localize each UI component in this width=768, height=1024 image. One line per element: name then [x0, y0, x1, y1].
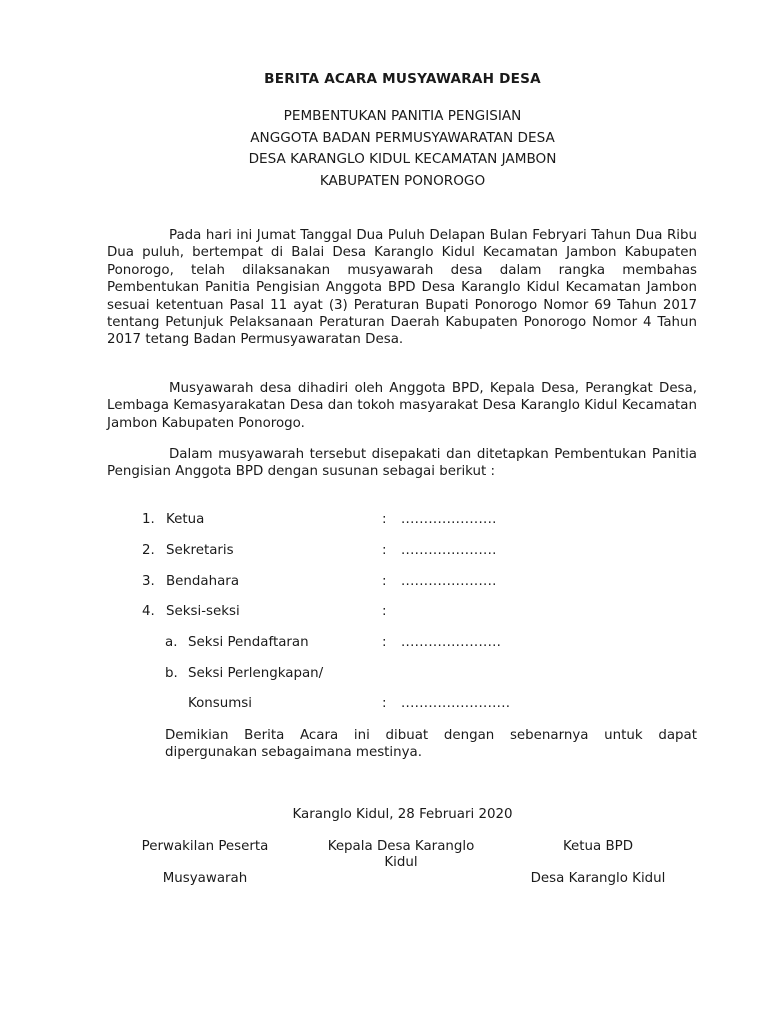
- signature-block-bpd-chair: [508, 839, 688, 886]
- document-title: BERITA ACARA MUSYAWARAH DESA: [264, 71, 541, 87]
- list-colon: :: [382, 604, 387, 619]
- signature-subtitle: Musyawarah: [162, 870, 248, 886]
- subtitle-line: PEMBENTUKAN PANITIA PENGISIAN: [283, 108, 522, 124]
- list-label: Bendahara: [166, 574, 240, 589]
- signature-title: Ketua BPD: [562, 839, 634, 854]
- list-number: 2.: [142, 543, 155, 558]
- paragraph-closing: Demikian Berita Acara ini dibuat dengan sebenarnya untuk dapat dipergunakan sebagaimana mestinya.: [165, 728, 697, 761]
- list-colon: :: [382, 696, 387, 711]
- list-subitem: [0, 665, 768, 683]
- list-item: [0, 542, 768, 560]
- subtitle-line: KABUPATEN PONOROGO: [319, 172, 486, 189]
- list-number: 1.: [142, 512, 155, 527]
- list-value: .....................: [401, 543, 497, 558]
- list-item: [0, 603, 768, 621]
- list-value: ......................: [401, 635, 502, 650]
- list-label: Ketua: [166, 512, 205, 527]
- list-item: [0, 573, 768, 591]
- document-subtitle: [0, 106, 768, 192]
- list-subitem: [0, 695, 768, 713]
- list-number: 3.: [142, 574, 155, 589]
- paragraph-text: Pada hari ini Jumat Tanggal Dua Puluh Delapan Bulan Febryari Tahun Dua Ribu Dua puluh, bertempat di Balai Desa Karanglo Kidul Kecamatan Jambon Kabupaten Ponorogo, telah dilaksanakan musyawarah desa dalam rangka membahas Pembentukan Panitia Pengisian Anggota BPD Desa Karanglo Kidul Kecamatan Jambon sesuai ketentuan Pasal 11 ayat (3) Peraturan Bupati Ponorogo Nomor 69 Tahun 2017 tentang Petunjuk Pelaksanaan Peraturan Daerah Kabupaten Ponorogo Nomor 4 Tahun 2017 tetang Badan Permusyawaratan Desa.: [107, 228, 697, 348]
- list-subitem: [0, 634, 768, 652]
- list-number: 4.: [142, 604, 155, 619]
- list-item: [0, 511, 768, 529]
- paragraph-agreement: [107, 446, 697, 481]
- list-colon: :: [382, 512, 387, 527]
- signature-title: Kepala Desa Karanglo: [327, 839, 475, 854]
- subtitle-line: ANGGOTA BADAN PERMUSYAWARATAN DESA: [250, 129, 555, 146]
- signature-subtitle: Desa Karanglo Kidul: [530, 870, 666, 886]
- subitem-label: Konsumsi: [188, 696, 252, 711]
- list-colon: :: [382, 635, 387, 650]
- subtitle-line: DESA KARANGLO KIDUL KECAMATAN JAMBON: [248, 151, 557, 167]
- subitem-letter: b.: [165, 666, 178, 681]
- paragraph-text: Musyawarah desa dihadiri oleh Anggota BPD, Kepala Desa, Perangkat Desa, Lembaga Kemasyarakatan Desa dan tokoh masyarakat Desa Karanglo Kidul Kecamatan Jambon Kabupaten Ponorogo.: [107, 381, 697, 431]
- list-value: ........................: [401, 696, 511, 711]
- paragraph-text: Dalam musyawarah tersebut disepakati dan ditetapkan Pembentukan Panitia Pengisian Anggota BPD dengan susunan sebagai berikut :: [107, 447, 697, 480]
- signature-title: Perwakilan Peserta: [141, 839, 269, 854]
- list-colon: :: [382, 574, 387, 589]
- paragraph-attendance: [107, 380, 697, 432]
- list-value: .....................: [401, 512, 497, 527]
- subitem-label: Seksi Perlengkapan/: [188, 666, 324, 681]
- list-label: Seksi-seksi: [166, 604, 240, 619]
- subitem-letter: a.: [165, 635, 178, 650]
- signature-block-participant: [120, 839, 290, 886]
- signature-subtitle: Kidul: [384, 854, 418, 870]
- list-label: Sekretaris: [166, 543, 234, 558]
- signature-block-village-head: [306, 839, 496, 870]
- paragraph-opening: [107, 227, 697, 349]
- subitem-label: Seksi Pendaftaran: [188, 635, 309, 650]
- list-colon: :: [382, 543, 387, 558]
- list-value: .....................: [401, 574, 497, 589]
- place-date: Karanglo Kidul, 28 Februari 2020: [292, 807, 513, 822]
